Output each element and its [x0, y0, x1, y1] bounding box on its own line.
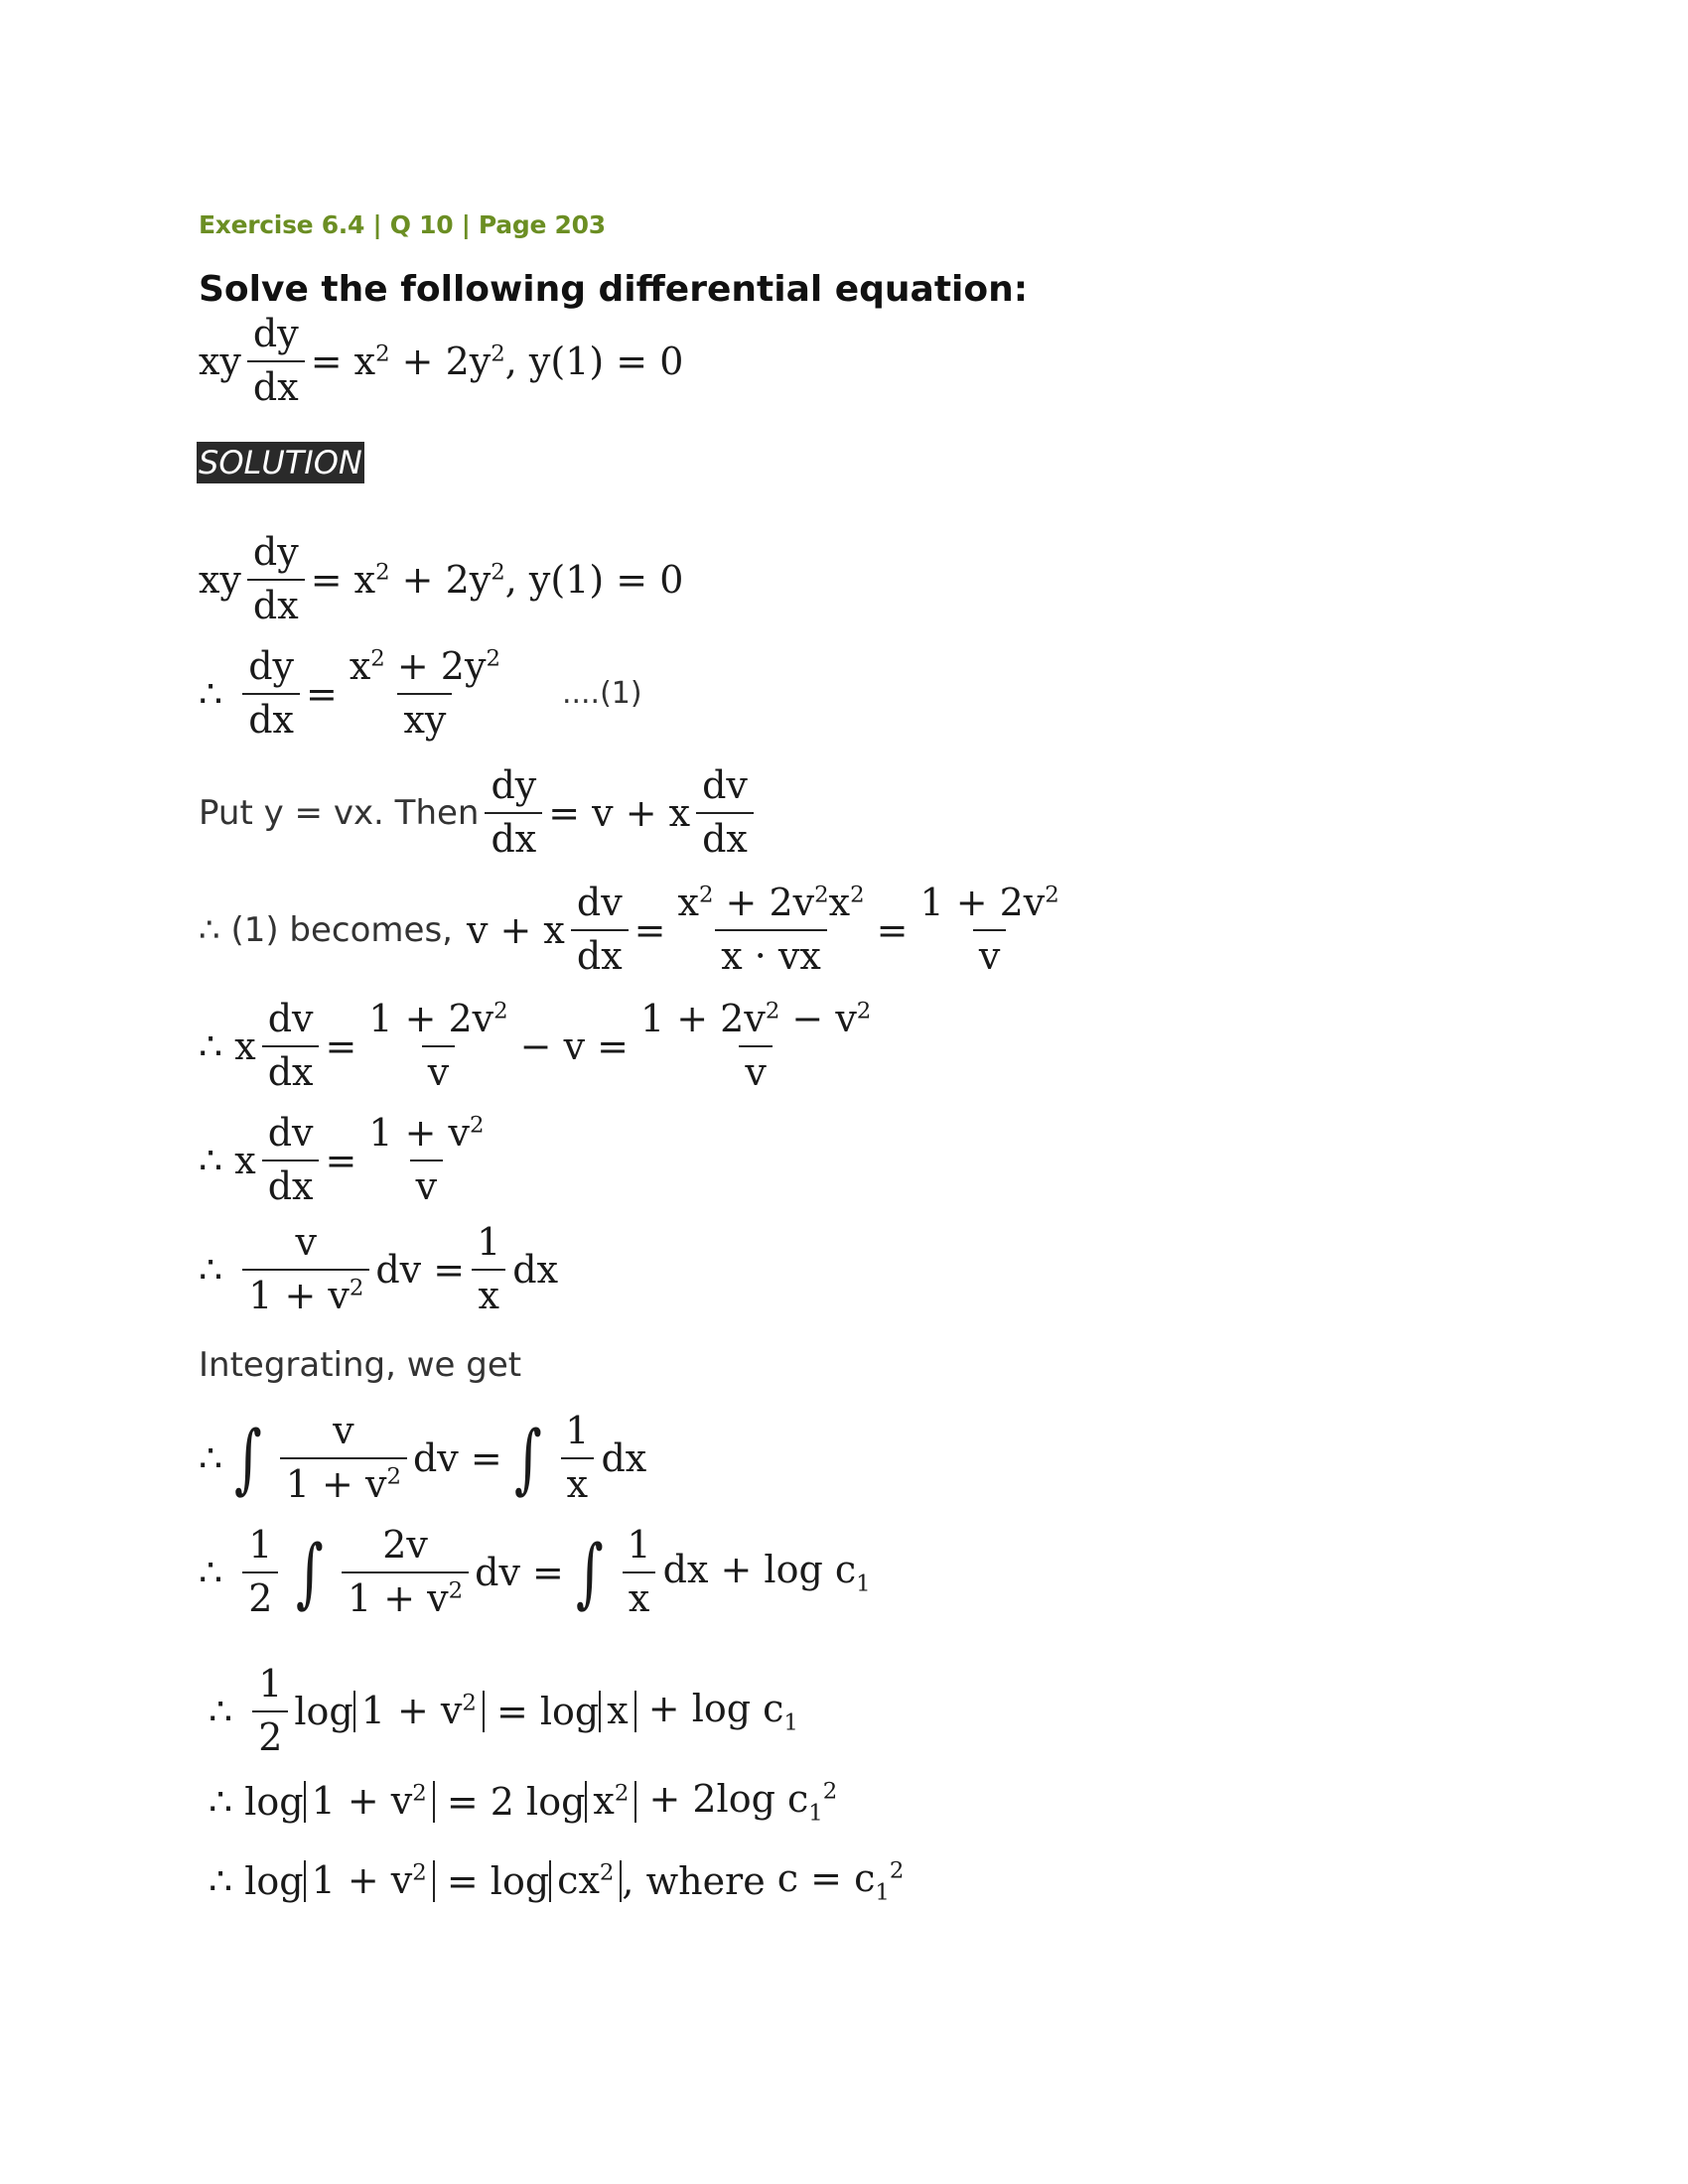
step-11: ∴ log $1 + v^2$ = 2 log $x^2$ + 2log $c_1^2$: [209, 1777, 838, 1827]
step-5: ∴ x $\frac{dv}{dx}$ = $\frac{1 + 2v^2}{v}$ − v = $\frac{1 + 2v^2 - v^2}{v}$: [199, 997, 872, 1094]
step-4: ∴ (1) becomes, v + x $\frac{dv}{dx}$ = $\frac{x^2 + 2v^2x^2}{x \cdot vx}$ = $\frac{1 + 2v^2}{v}$: [199, 881, 1059, 978]
question-equation: xy $\frac{dy}{dx}$ = $x^2 + 2y^2$, y(1) = 0: [199, 312, 684, 409]
substitution-text: Put y = vx. Then: [199, 792, 480, 833]
integrating-text: Integrating, we get: [199, 1345, 522, 1385]
solution-label: SOLUTION: [199, 444, 362, 481]
step-6: ∴ x $\frac{dv}{dx}$ = $\frac{1 + v^2}{v}$: [199, 1111, 485, 1208]
becomes-text: ∴ (1) becomes,: [199, 909, 453, 950]
step-10: ∴ $\frac{1}{2}$ log $1 + v^2$ = log x + $\log c_1$: [209, 1662, 798, 1759]
step-3: Put y = vx. Then $\frac{dy}{dx}$ = v + x $\frac{dv}{dx}$: [199, 764, 760, 861]
equation-number: ....(1): [561, 676, 642, 712]
step-2: ∴ $\frac{dy}{dx}$ = $\frac{x^2 + 2y^2}{xy}$ ....(1): [199, 644, 642, 742]
exercise-reference: Exercise 6.4 | Q 10 | Page 203: [199, 210, 606, 239]
where-text: where: [645, 1858, 766, 1903]
document-content: [199, 210, 1589, 310]
step-7: ∴ $\frac{v}{1 + v^2}$ dv = $\frac{1}{x}$ dx: [199, 1220, 559, 1317]
step-8: ∴ ∫ $\frac{v}{1 + v^2}$ dv = ∫ $\frac{1}{x}$ dx: [199, 1409, 647, 1506]
step-12: ∴ log $1 + v^2$ = log $cx^2$ , where $c = c_1^2$: [209, 1856, 905, 1906]
question-title: Solve the following differential equation:: [199, 269, 1029, 310]
solution-header: [199, 442, 364, 483]
step-9: ∴ $\frac{1}{2}$ ∫ $\frac{2v}{1 + v^2}$ dv = ∫ $\frac{1}{x}$ dx + $\log c_1$: [199, 1523, 871, 1620]
step-1: xy $\frac{dy}{dx}$ = $x^2 + 2y^2$, y(1) = 0: [199, 530, 684, 627]
